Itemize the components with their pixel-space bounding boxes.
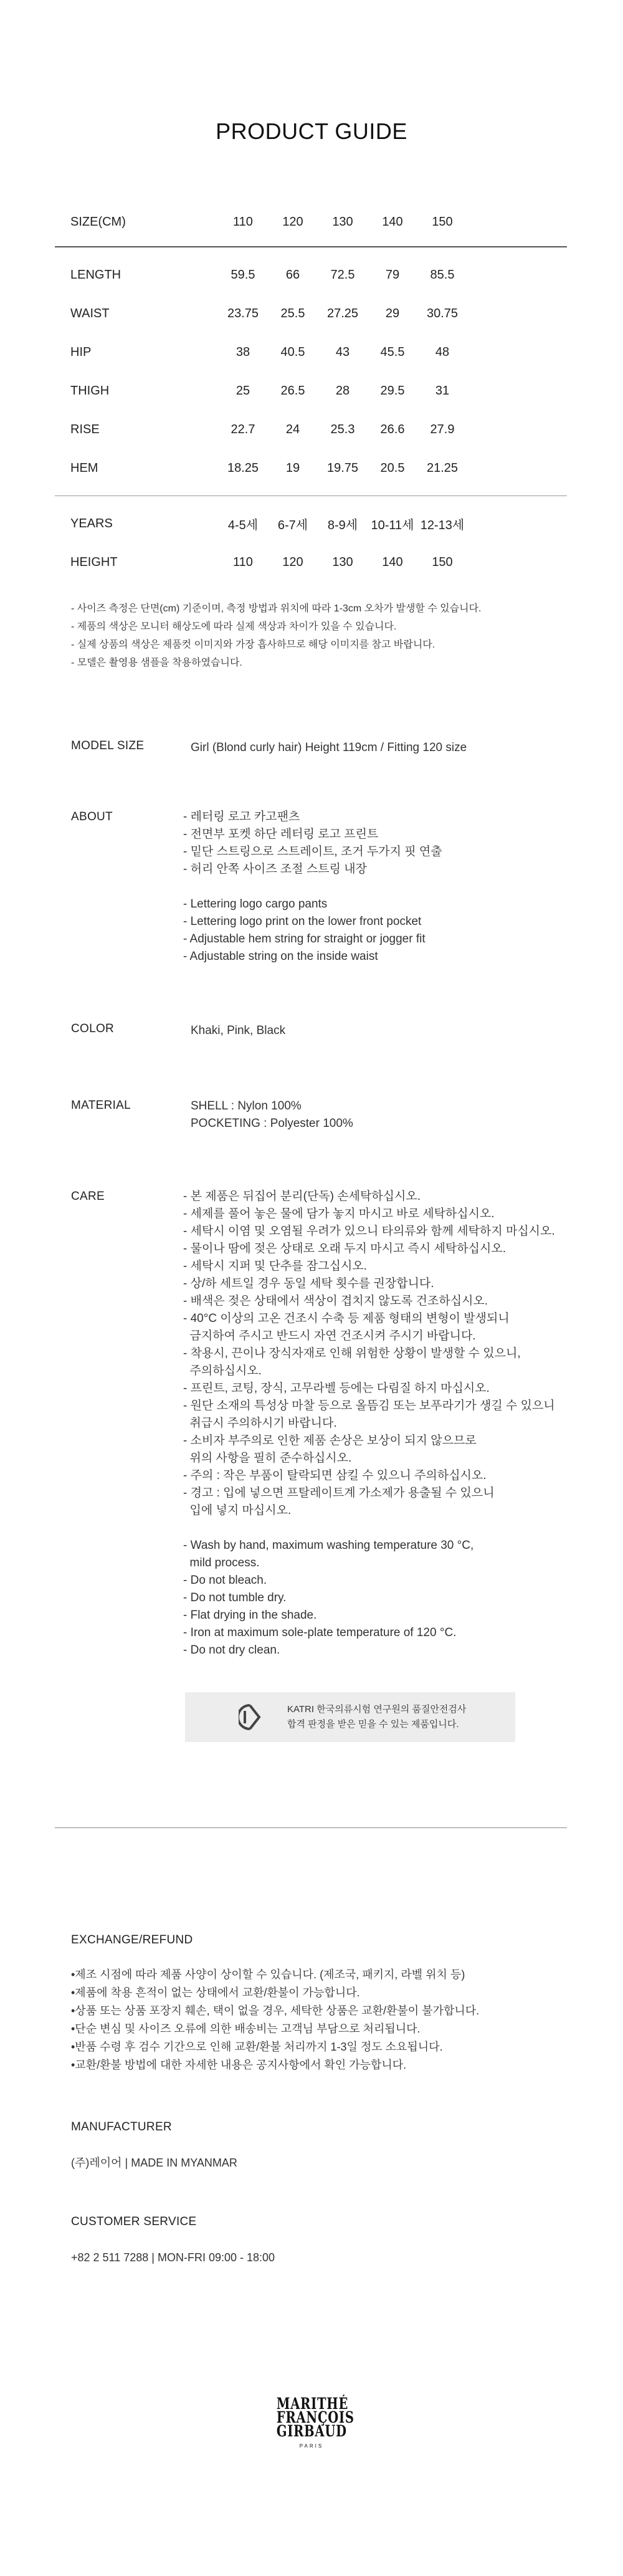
exchange-line: •제조 시점에 따라 제품 사양이 상이할 수 있습니다. (제조국, 패키지, 라벨 위치 등) bbox=[71, 1968, 465, 1981]
care-line: - 세제를 풀어 놓은 물에 담가 놓지 마시고 바로 세탁하십시오. bbox=[183, 1207, 495, 1220]
table-cell: 45.5 bbox=[380, 345, 405, 359]
about-text bbox=[183, 808, 442, 965]
table-cell: 85.5 bbox=[430, 267, 455, 282]
material-line: SHELL : Nylon 100% bbox=[191, 1099, 302, 1113]
table-cell: 21.25 bbox=[426, 461, 459, 475]
size-header-cell: 140 bbox=[382, 215, 403, 229]
brand-logo-line: MARITHÉ bbox=[276, 2395, 349, 2413]
care-line: - 배색은 젖은 상태에서 색상이 겹치지 않도록 건조하십시오. bbox=[183, 1295, 488, 1308]
brand-logo bbox=[267, 2397, 356, 2449]
table-cell: 130 bbox=[332, 555, 353, 569]
table-cell: 40.5 bbox=[280, 345, 305, 359]
brand-logo-line: GIRBAUD bbox=[276, 2422, 347, 2440]
table-cell: 48 bbox=[435, 345, 450, 359]
care-line: - 경고 : 입에 넣으면 프탈레이트계 가소제가 용출될 수 있으니 bbox=[183, 1487, 495, 1500]
care-line: - 세탁시 지퍼 및 단추를 잠그십시오. bbox=[183, 1260, 367, 1273]
table-cell: 30.75 bbox=[426, 306, 459, 320]
table-cell: 18.25 bbox=[227, 461, 259, 475]
brand-logo-sub: PARIS bbox=[299, 2443, 324, 2449]
care-line: - Do not dry clean. bbox=[183, 1644, 280, 1657]
color-label: COLOR bbox=[71, 1022, 115, 1035]
table-cell: 26.6 bbox=[380, 422, 405, 436]
exchange-label: EXCHANGE/REFUND bbox=[71, 1933, 193, 1946]
table-cell: 19 bbox=[285, 461, 300, 475]
table-cell: 140 bbox=[382, 555, 403, 569]
table-cell: 110 bbox=[233, 555, 253, 569]
care-line: 금지하여 주시고 반드시 자연 건조시켜 주시기 바랍니다. bbox=[183, 1329, 476, 1343]
kc-line: 합격 판정을 받은 믿을 수 있는 제품입니다. bbox=[287, 1719, 459, 1730]
exchange-line: •반품 수령 후 검수 기간으로 인해 교환/환불 처리까지 1-3일 정도 소요됩니다. bbox=[71, 2041, 443, 2053]
about-line: - 허리 안쪽 사이즈 조절 스트링 내장 bbox=[183, 863, 367, 876]
kc-line: KATRI 한국의류시험 연구원의 품질안전검사 bbox=[287, 1704, 467, 1715]
table-cell: 24 bbox=[285, 422, 300, 436]
table-cell: 38 bbox=[235, 345, 250, 359]
table-cell: 8-9세 bbox=[327, 518, 358, 532]
care-line bbox=[183, 1520, 555, 1537]
exchange-line: •제품에 착용 흔적이 없는 상태에서 교환/환불이 가능합니다. bbox=[71, 1986, 360, 1999]
row-label: HEM bbox=[70, 461, 98, 475]
table-cell: 25.5 bbox=[280, 306, 305, 320]
manufacturer-label: MANUFACTURER bbox=[71, 2120, 172, 2133]
table-row bbox=[55, 294, 567, 333]
table-cell: 26.5 bbox=[280, 383, 305, 398]
table-cell: 19.75 bbox=[326, 461, 359, 475]
about-line bbox=[183, 878, 442, 896]
care-line: 주의하십시오. bbox=[183, 1364, 262, 1377]
table-cell: 22.7 bbox=[231, 422, 255, 436]
table-row bbox=[55, 371, 567, 410]
table-cell: 72.5 bbox=[330, 267, 355, 282]
row-label: THIGH bbox=[70, 383, 110, 398]
about-line: - 밑단 스트링으로 스트레이트, 조거 두가지 핏 연출 bbox=[183, 845, 442, 858]
table-cell: 29.5 bbox=[380, 383, 405, 398]
page-title: PRODUCT GUIDE bbox=[216, 118, 407, 144]
care-line: - 소비자 부주의로 인한 제품 손상은 보상이 되지 않으므로 bbox=[183, 1434, 477, 1447]
table-cell: 12-13세 bbox=[420, 518, 465, 532]
care-line: 위의 사항을 필히 준수하십시오. bbox=[183, 1452, 352, 1465]
table-cell: 23.75 bbox=[227, 306, 259, 320]
care-line: - 상/하 세트일 경우 동일 세탁 횟수를 권장합니다. bbox=[183, 1277, 434, 1290]
table-cell: 27.9 bbox=[430, 422, 455, 436]
care-line: - 본 제품은 뒤집어 분리(단독) 손세탁하십시오. bbox=[183, 1190, 421, 1203]
row-label: YEARS bbox=[70, 516, 113, 530]
row-label: HIP bbox=[70, 345, 92, 359]
size-table bbox=[55, 215, 567, 582]
care-line: - Do not bleach. bbox=[183, 1574, 267, 1587]
care-line: - 40°C 이상의 고온 건조시 수축 등 제품 형태의 변형이 발생되니 bbox=[183, 1312, 510, 1325]
size-header-cell: 150 bbox=[432, 215, 453, 229]
kc-certification-box bbox=[185, 1692, 515, 1742]
about-line: - Lettering logo cargo pants bbox=[183, 898, 328, 911]
care-line: - 착용시, 끈이나 장식자재로 인해 위험한 상황이 발생할 수 있으니, bbox=[183, 1347, 521, 1360]
size-header-cell: 110 bbox=[233, 215, 253, 229]
table-cell: 10-11세 bbox=[371, 518, 414, 532]
care-line: 취급시 주의하시기 바랍니다. bbox=[183, 1417, 337, 1430]
note-line: - 모델은 촬영용 샘플을 착용하였습니다. bbox=[71, 658, 242, 668]
kc-certification-icon bbox=[239, 1703, 261, 1731]
exchange-line: •교환/환불 방법에 대한 자세한 내용은 공지사항에서 확인 가능합니다. bbox=[71, 2059, 407, 2071]
manufacturer-text: (주)레이어 | MADE IN MYANMAR bbox=[71, 2157, 237, 2169]
customer-service-label: CUSTOMER SERVICE bbox=[71, 2215, 197, 2228]
table-cell: 27.25 bbox=[326, 306, 359, 320]
model-size-label: MODEL SIZE bbox=[71, 739, 145, 752]
note-line: - 실제 상품의 색상은 제품컷 이미지와 가장 흡사하므로 해당 이미지를 참고 바랍니다. bbox=[71, 639, 435, 650]
row-label: WAIST bbox=[70, 306, 110, 320]
table-cell: 59.5 bbox=[231, 267, 255, 282]
table-cell: 43 bbox=[335, 345, 350, 359]
about-line: - 전면부 포켓 하단 레터링 로고 프린트 bbox=[183, 828, 379, 841]
row-label: HEIGHT bbox=[70, 555, 118, 569]
care-line: - Flat drying in the shade. bbox=[183, 1609, 317, 1622]
table-cell: 79 bbox=[385, 267, 400, 282]
table-cell: 25.3 bbox=[330, 422, 355, 436]
row-label: LENGTH bbox=[70, 267, 121, 282]
table-cell: 29 bbox=[385, 306, 400, 320]
table-row bbox=[55, 410, 567, 449]
exchange-line: •단순 변심 및 사이즈 오류에 의한 배송비는 고객님 부담으로 처리됩니다. bbox=[71, 2023, 421, 2035]
about-line: - Lettering logo print on the lower front pocket bbox=[183, 915, 422, 928]
row-label: RISE bbox=[70, 422, 100, 436]
table-row bbox=[55, 543, 567, 582]
exchange-line: •상품 또는 상품 포장지 훼손, 택이 없을 경우, 세탁한 상품은 교환/환불이 불가합니다. bbox=[71, 2004, 480, 2017]
material-text bbox=[191, 1098, 353, 1132]
color-text: Khaki, Pink, Black bbox=[191, 1024, 286, 1037]
table-cell: 6-7세 bbox=[277, 518, 308, 532]
care-line: mild process. bbox=[183, 1556, 260, 1569]
table-cell: 28 bbox=[335, 383, 350, 398]
care-text bbox=[183, 1188, 555, 1659]
size-header-cell: 120 bbox=[282, 215, 303, 229]
note-line: - 사이즈 측정은 단면(cm) 기준이며, 측정 방법과 위치에 따라 1-3cm 오차가 발생할 수 있습니다. bbox=[71, 603, 482, 614]
size-header-label: SIZE(CM) bbox=[70, 215, 126, 229]
note-line: - 제품의 색상은 모니터 해상도에 따라 실제 색상과 차이가 있을 수 있습니다. bbox=[71, 621, 397, 632]
about-line: - Adjustable hem string for straight or jogger fit bbox=[183, 932, 426, 946]
model-size-text: Girl (Blond curly hair) Height 119cm / Fitting 120 size bbox=[191, 741, 467, 754]
care-line: - Do not tumble dry. bbox=[183, 1591, 287, 1604]
table-cell: 31 bbox=[435, 383, 450, 398]
size-notes bbox=[71, 600, 569, 672]
table-row bbox=[55, 504, 567, 543]
exchange-text bbox=[71, 1966, 479, 2074]
care-line: - 세탁시 이염 및 오염될 우려가 있으니 타의류와 함께 세탁하지 마십시오. bbox=[183, 1225, 555, 1238]
customer-service-text: +82 2 511 7288 | MON-FRI 09:00 - 18:00 bbox=[71, 2251, 275, 2264]
section-divider bbox=[55, 1827, 567, 1828]
table-row bbox=[55, 256, 567, 294]
size-header-row bbox=[55, 215, 567, 246]
material-line: POCKETING : Polyester 100% bbox=[191, 1117, 353, 1130]
table-cell: 20.5 bbox=[380, 461, 405, 475]
table-cell: 150 bbox=[432, 555, 453, 569]
brand-logo-line: FRANÇOIS bbox=[276, 2408, 354, 2426]
care-line: 입에 넣지 마십시오. bbox=[183, 1504, 292, 1517]
care-line: - 물이나 땀에 젖은 상태로 오래 두지 마시고 즉시 세탁하십시오. bbox=[183, 1242, 506, 1255]
about-line: - Adjustable string on the inside waist bbox=[183, 950, 378, 963]
table-row bbox=[55, 449, 567, 487]
about-line: - 레터링 로고 카고팬츠 bbox=[183, 810, 300, 823]
care-label: CARE bbox=[71, 1190, 105, 1203]
table-cell: 4-5세 bbox=[227, 518, 259, 532]
table-cell: 120 bbox=[282, 555, 303, 569]
table-cell: 66 bbox=[285, 267, 300, 282]
table-cell: 25 bbox=[235, 383, 250, 398]
table-row bbox=[55, 333, 567, 371]
material-label: MATERIAL bbox=[71, 1099, 131, 1112]
care-line: - 프린트, 코팅, 장식, 고무라벨 등에는 다림질 하지 마십시오. bbox=[183, 1382, 490, 1395]
care-line: - Wash by hand, maximum washing temperature 30 °C, bbox=[183, 1539, 474, 1552]
kc-text bbox=[287, 1702, 466, 1732]
size-header-cell: 130 bbox=[332, 215, 353, 229]
care-line: - Iron at maximum sole-plate temperature of 120 °C. bbox=[183, 1626, 457, 1639]
care-line: - 원단 소재의 특성상 마찰 등으로 올뜸김 또는 보푸라기가 생길 수 있으니 bbox=[183, 1399, 555, 1412]
care-line: - 주의 : 작은 부품이 탈락되면 삼킬 수 있으니 주의하십시오. bbox=[183, 1469, 487, 1482]
about-label: ABOUT bbox=[71, 810, 113, 823]
